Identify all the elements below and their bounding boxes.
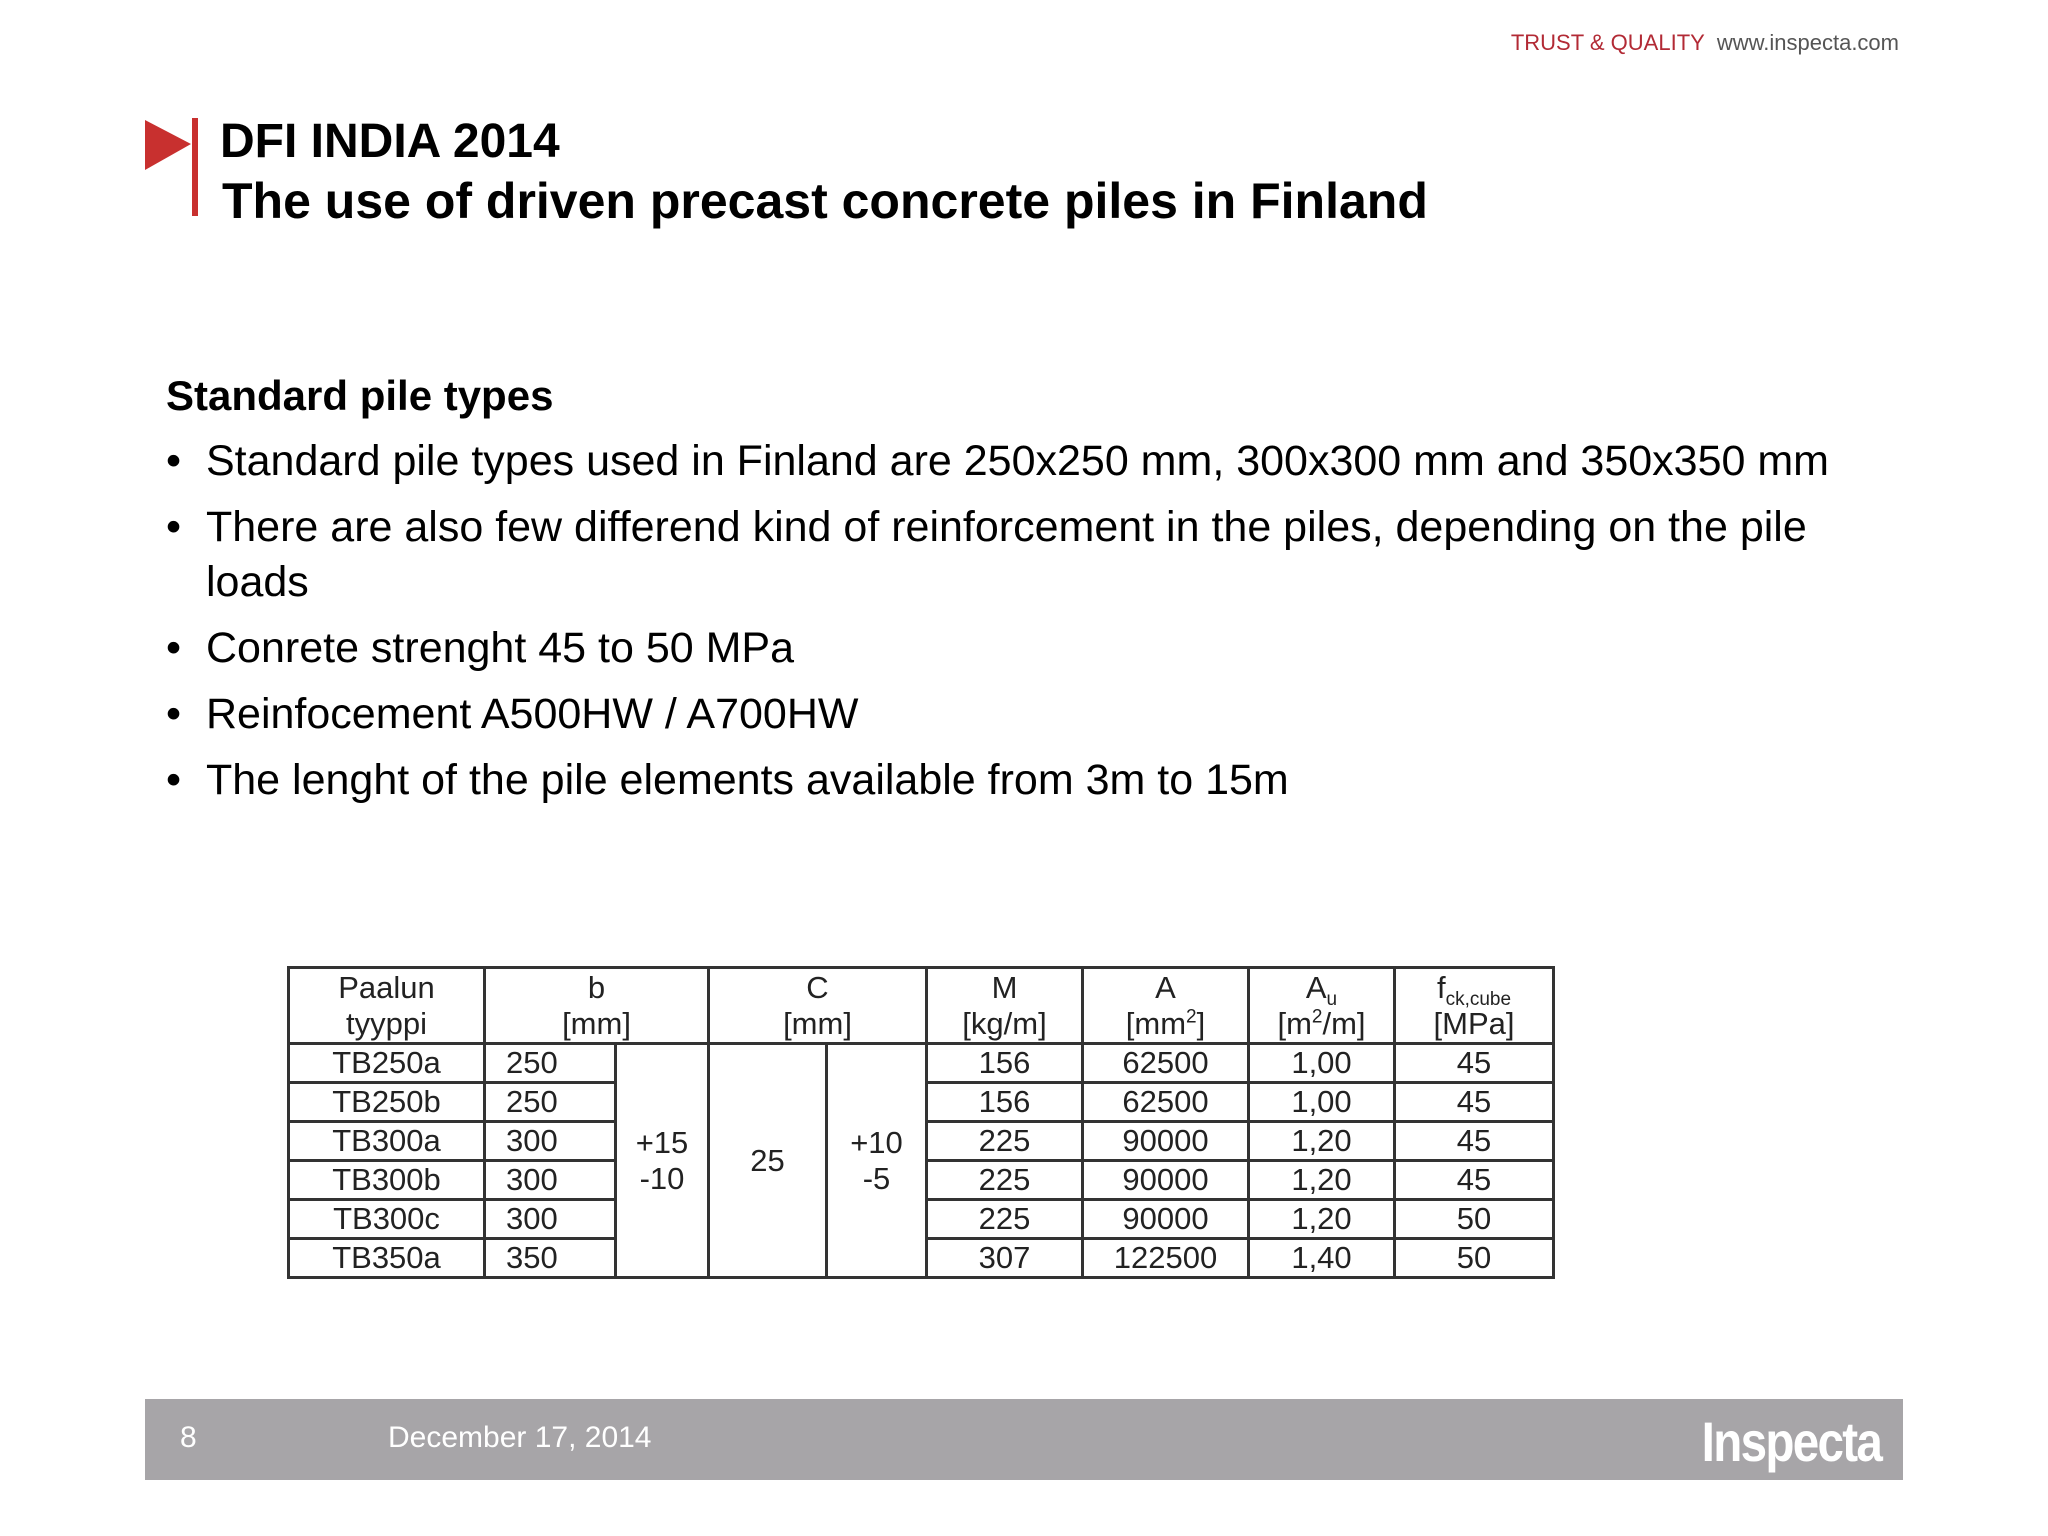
cell-type: TB250a	[289, 1044, 485, 1083]
bullet-icon: •	[166, 756, 182, 804]
cell-fck: 50	[1395, 1200, 1554, 1239]
header-tagline	[1511, 30, 1899, 56]
cell-a: 90000	[1083, 1161, 1249, 1200]
cell-m: 225	[927, 1161, 1083, 1200]
bullet-text: There are also few differend kind of reinforcement in the piles, depending on the pile loads	[206, 503, 1807, 606]
cell-b: 250	[485, 1044, 616, 1083]
pile-types-table	[287, 966, 1555, 1279]
bullet-item	[166, 621, 1856, 676]
table-header-row	[289, 968, 1554, 1044]
cell-fck: 50	[1395, 1239, 1554, 1278]
cell-au: 1,20	[1249, 1200, 1395, 1239]
header-m: M [kg/m]	[927, 968, 1083, 1044]
cell-m: 307	[927, 1239, 1083, 1278]
inspecta-logo: Inspecta	[1701, 1410, 1881, 1473]
cell-au: 1,40	[1249, 1239, 1395, 1278]
bullet-item	[166, 500, 1856, 610]
website-url: www.inspecta.com	[1716, 30, 1899, 55]
cell-type: TB300b	[289, 1161, 485, 1200]
table-row	[289, 1044, 1554, 1083]
cell-b: 300	[485, 1161, 616, 1200]
trust-quality-text: TRUST & QUALITY	[1510, 30, 1705, 55]
cell-b: 250	[485, 1083, 616, 1122]
cell-a: 122500	[1083, 1239, 1249, 1278]
cell-fck: 45	[1395, 1161, 1554, 1200]
red-flag-icon	[145, 118, 201, 216]
cell-type: TB250b	[289, 1083, 485, 1122]
cell-fck: 45	[1395, 1122, 1554, 1161]
cell-b: 350	[485, 1239, 616, 1278]
cell-m: 225	[927, 1200, 1083, 1239]
cell-au: 1,20	[1249, 1161, 1395, 1200]
cell-m: 225	[927, 1122, 1083, 1161]
bullet-text: Reinfocement A500HW / A700HW	[206, 690, 859, 738]
cell-m: 156	[927, 1083, 1083, 1122]
cell-b: 300	[485, 1122, 616, 1161]
bullet-icon: •	[166, 503, 182, 551]
cell-c-tolerance: +10 -5	[827, 1044, 927, 1278]
header-type: Paalun tyyppi	[289, 968, 485, 1044]
cell-fck: 45	[1395, 1044, 1554, 1083]
cell-au: 1,20	[1249, 1122, 1395, 1161]
cell-a: 62500	[1083, 1044, 1249, 1083]
cell-type: TB300c	[289, 1200, 485, 1239]
cell-type: TB350a	[289, 1239, 485, 1278]
cell-m: 156	[927, 1044, 1083, 1083]
header-b: b [mm]	[485, 968, 709, 1044]
bullet-item	[166, 687, 1856, 742]
bullet-text: Conrete strenght 45 to 50 MPa	[206, 624, 795, 672]
bullet-item	[166, 753, 1856, 808]
section-heading: Standard pile types	[166, 372, 554, 419]
page-number: 8	[180, 1421, 197, 1454]
cell-b: 300	[485, 1200, 616, 1239]
cell-fck: 45	[1395, 1083, 1554, 1122]
slide-title: DFI INDIA 2014	[220, 115, 560, 168]
cell-au: 1,00	[1249, 1044, 1395, 1083]
header-au: $A_u$ $[m^2/m]$	[1249, 968, 1395, 1044]
bullet-icon: •	[166, 624, 182, 672]
bullet-icon: •	[166, 690, 182, 738]
cell-b-tolerance: +15 -10	[616, 1044, 709, 1278]
header-c: C [mm]	[709, 968, 927, 1044]
bullet-item	[166, 434, 1856, 489]
cell-a: 90000	[1083, 1122, 1249, 1161]
bullet-list	[166, 434, 1856, 819]
footer-date: December 17, 2014	[388, 1421, 652, 1454]
cell-c: 25	[709, 1044, 827, 1278]
header-fck: $f_{ck,cube}$ [MPa]	[1395, 968, 1554, 1044]
bullet-text: Standard pile types used in Finland are 250x250 mm, 300x300 mm and 350x350 mm	[206, 437, 1829, 485]
cell-au: 1,00	[1249, 1083, 1395, 1122]
header-a: A $[mm^2]$	[1083, 968, 1249, 1044]
cell-type: TB300a	[289, 1122, 485, 1161]
slide-subtitle: The use of driven precast concrete piles in Finland	[222, 173, 1428, 229]
footer-bar	[145, 1399, 1903, 1480]
bullet-text: The lenght of the pile elements available from 3m to 15m	[206, 756, 1289, 804]
cell-a: 90000	[1083, 1200, 1249, 1239]
bullet-icon: •	[166, 437, 182, 485]
cell-a: 62500	[1083, 1083, 1249, 1122]
